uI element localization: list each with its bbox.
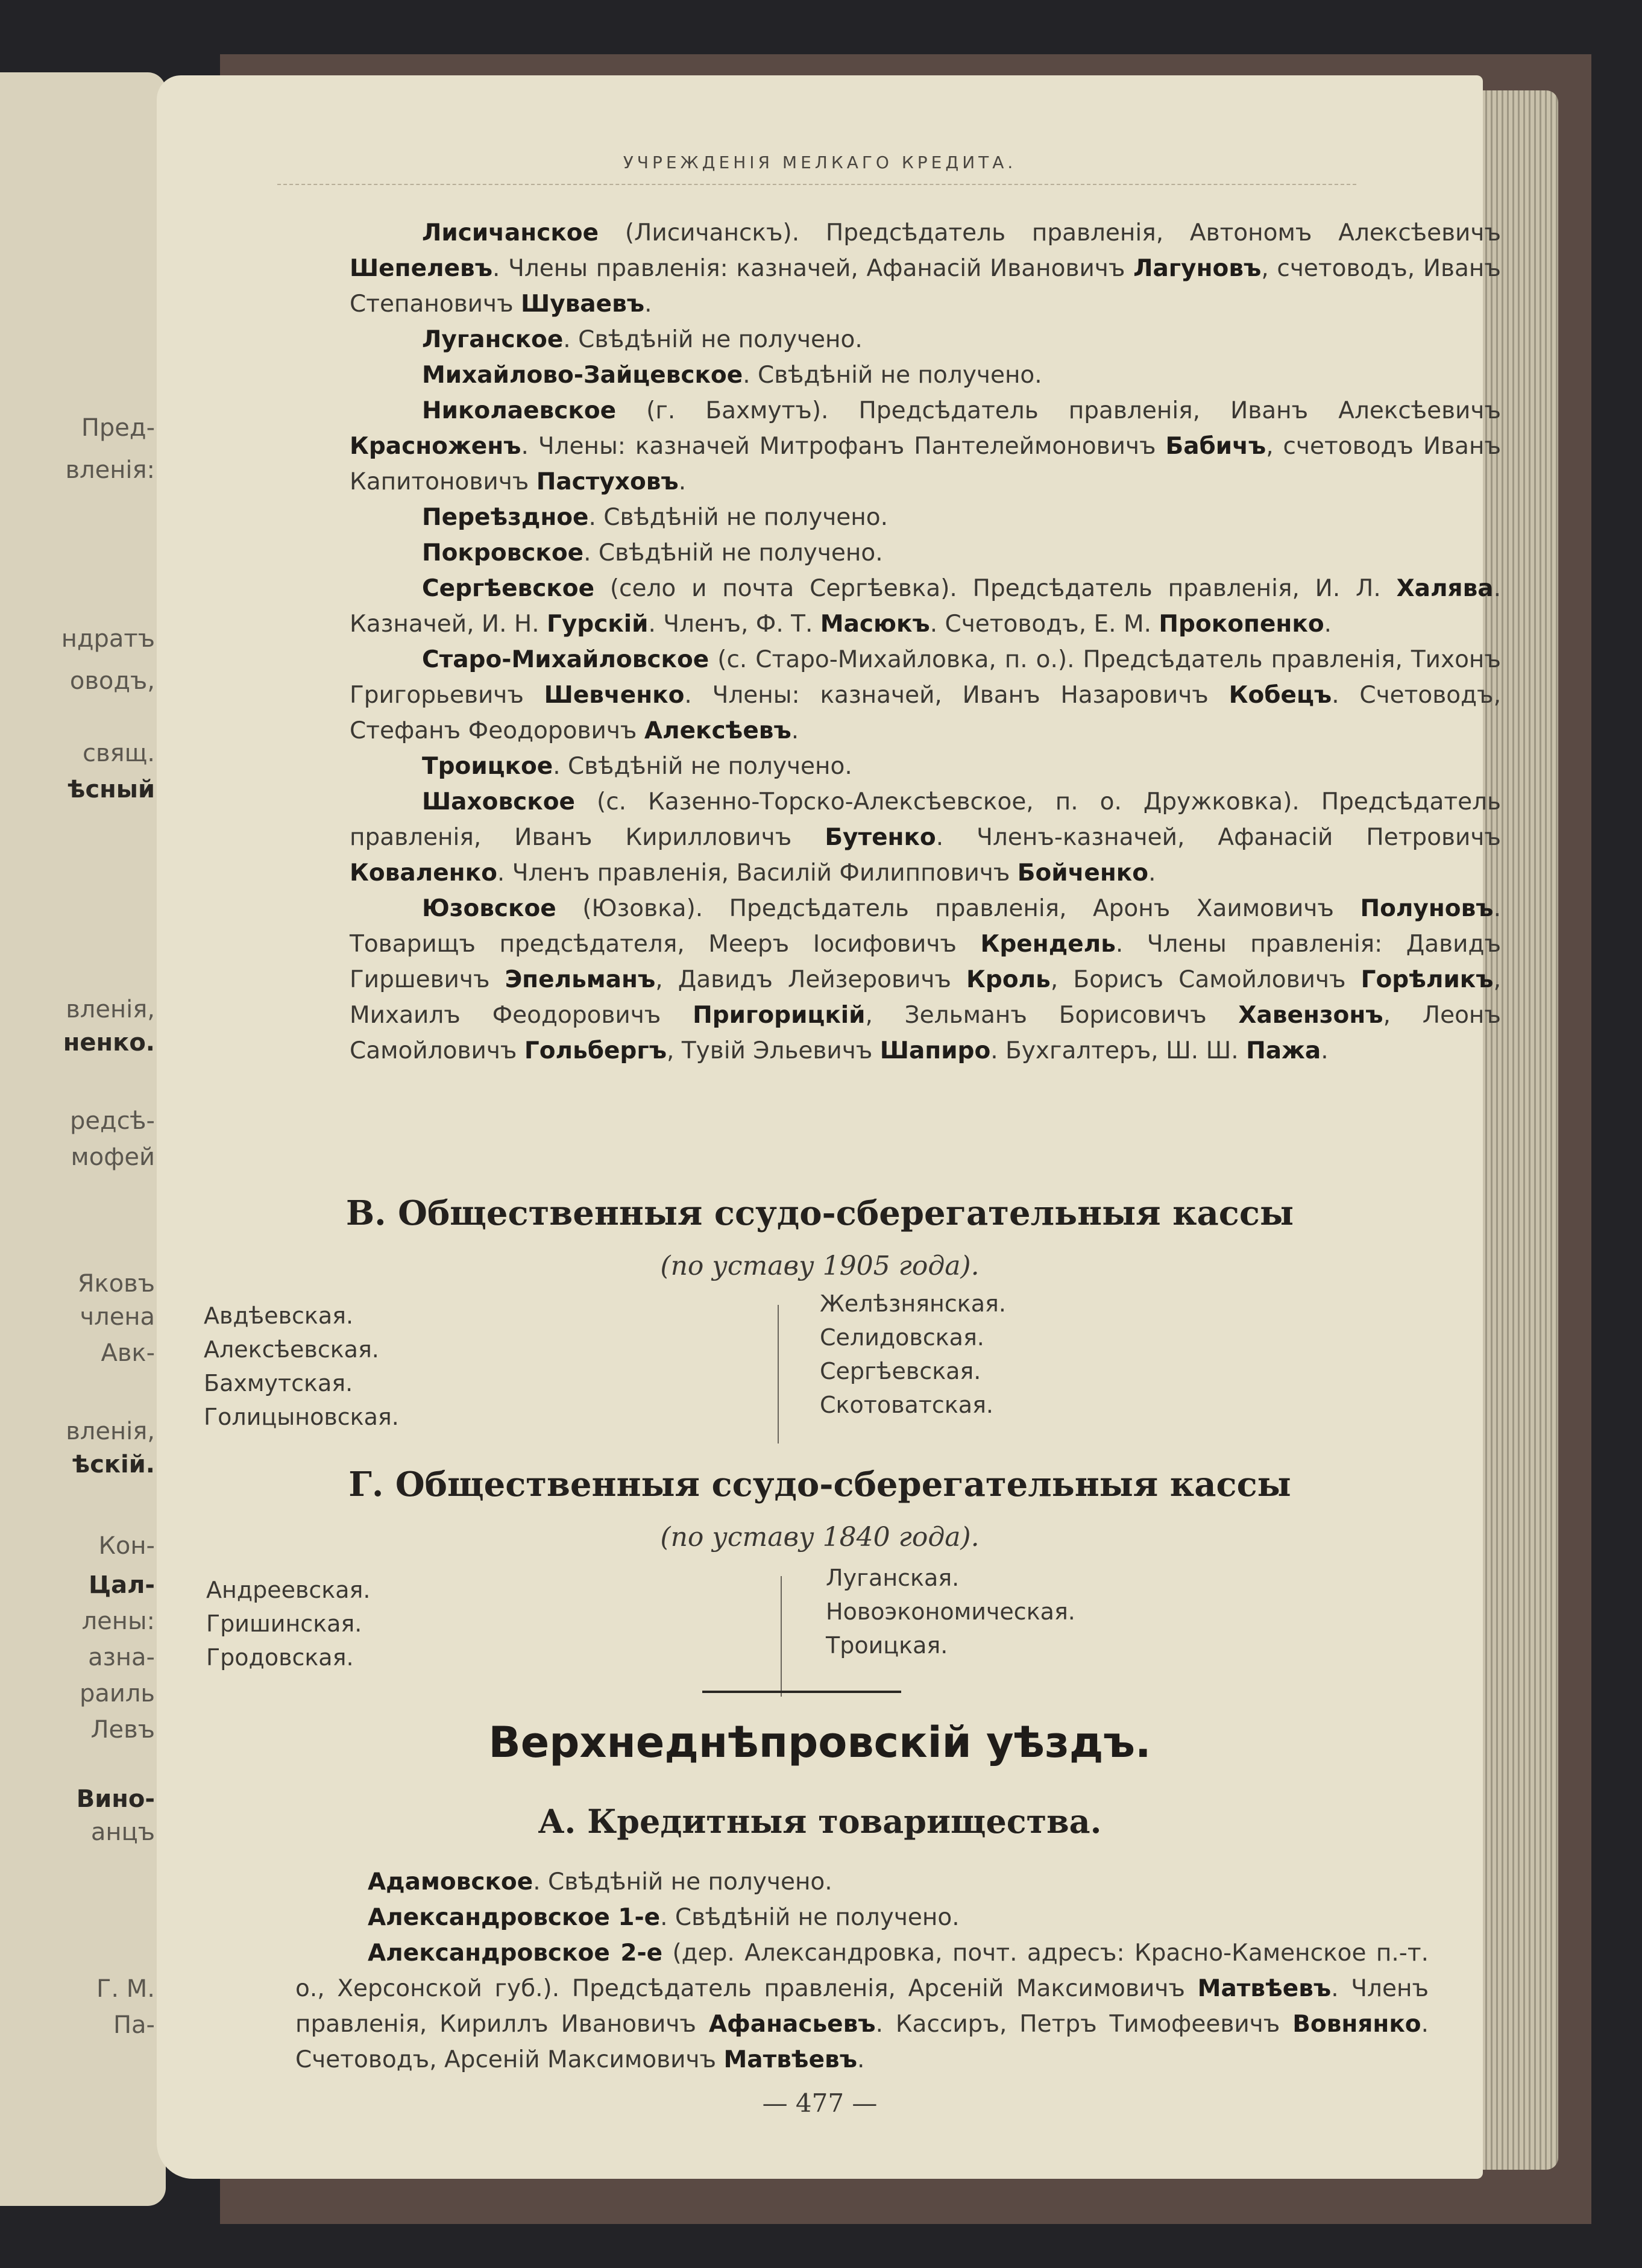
- entry-name: Эпельманъ: [505, 966, 656, 993]
- entry-name: Сергѣевское: [422, 575, 595, 602]
- margin-fragment: Г. М.: [96, 1975, 155, 2003]
- entry-name: Луганское: [422, 326, 564, 353]
- section-v-subtitle: (по уставу 1905 года).: [660, 1251, 980, 1281]
- entry-name: Бабичъ: [1165, 433, 1266, 460]
- list-item: Сергѣевская.: [820, 1358, 981, 1384]
- entry-name: Горѣликъ: [1360, 966, 1494, 993]
- entry-text: . Счетоводъ, Е. М.: [930, 611, 1159, 638]
- entry-name: Шевченко: [544, 682, 685, 709]
- list-item: Скотоватская.: [820, 1392, 994, 1418]
- entry-name: Шуваевъ: [521, 291, 645, 318]
- entry-paragraph: [295, 1900, 1429, 1935]
- margin-fragment: анцъ: [90, 1818, 155, 1846]
- entry-name: Переѣздное: [422, 504, 589, 531]
- entry-name: Шаховское: [422, 788, 575, 815]
- entry-name: Александровское 2-е: [368, 1940, 663, 1967]
- page-number: — 477 —: [762, 2088, 878, 2118]
- margin-fragment: Пред-: [81, 414, 155, 442]
- margin-fragment: оводъ,: [69, 667, 155, 695]
- entry-paragraph: [350, 642, 1501, 749]
- entry-paragraph: [350, 891, 1501, 1069]
- margin-fragment: ндратъ: [61, 625, 155, 653]
- entry-text: . Свѣдѣній не получено.: [743, 362, 1042, 389]
- entry-text: (Лисичанскъ). Предсѣдатель правленія, Автономъ Алексѣевичъ: [599, 219, 1501, 247]
- entry-name: Пажа: [1246, 1037, 1321, 1064]
- entry-name: Полуновъ: [1360, 895, 1494, 922]
- margin-fragment: Па-: [113, 2011, 155, 2039]
- entry-name: Старо-Михайловское: [422, 646, 709, 673]
- entry-name: Шапиро: [879, 1037, 991, 1064]
- entry-name: Бутенко: [825, 824, 936, 851]
- entry-text: , счетоводъ Иванъ Капитоновичъ: [350, 433, 1502, 495]
- entry-name: Пригорицкій: [693, 1002, 866, 1029]
- left-page-fragment: [0, 72, 166, 2206]
- entry-text: .: [857, 2046, 865, 2073]
- entry-name: Михайлово-Зайцевское: [422, 362, 743, 389]
- running-header: УЧРЕЖДЕНІЯ МЕЛКАГО КРЕДИТА.: [623, 152, 1017, 172]
- entry-name: Масюкъ: [820, 611, 930, 638]
- entry-name: Алексѣевъ: [644, 717, 791, 744]
- column-divider: [778, 1305, 779, 1443]
- entry-text: . Товарищъ предсѣдателя, Мееръ Іосифовичъ: [350, 895, 1501, 958]
- entry-paragraph: [350, 215, 1501, 322]
- entry-text: , Давидъ Лейзеровичъ: [655, 966, 967, 993]
- entry-name: Халява: [1396, 575, 1494, 602]
- list-item: Желѣзнянская.: [820, 1290, 1006, 1317]
- margin-fragment: ѣскій.: [72, 1451, 155, 1478]
- entry-text: . Члены правленія: Давидъ Гиршевичъ: [350, 931, 1501, 993]
- entry-text: (с. Казенно-Торско-Алексѣевское, п. о. Дружковка). Предсѣдатель правленія, Иванъ Кирилловичъ: [350, 788, 1501, 851]
- section-rule: [702, 1691, 901, 1693]
- entry-text: . Члены: казначей, Иванъ Назаровичъ: [684, 682, 1229, 709]
- list-item: Алексѣевская.: [204, 1336, 379, 1363]
- entry-text: . Члены: казначей Митрофанъ Пантелеймоновичъ: [521, 433, 1166, 460]
- section-v-left-column: [204, 1299, 399, 1434]
- section-a-title: А. Кредитныя товарищества.: [538, 1802, 1102, 1841]
- entry-name: Бойченко: [1017, 859, 1149, 887]
- entries-block-b: [350, 215, 1501, 1069]
- entry-name: Афанасьевъ: [708, 2011, 876, 2038]
- list-item: Бахмутская.: [204, 1370, 353, 1396]
- entry-name: Пастуховъ: [536, 468, 679, 495]
- entry-name: Александровское 1-е: [368, 1904, 661, 1931]
- entry-text: . Свѣдѣній не получено.: [660, 1904, 960, 1931]
- entry-text: . Свѣдѣній не получено.: [563, 326, 863, 353]
- list-item: Гродовская.: [206, 1644, 354, 1671]
- margin-fragment: члена: [80, 1303, 155, 1331]
- entry-text: , Леонъ Самойловичъ: [350, 1002, 1501, 1064]
- section-v-right-column: [820, 1287, 1006, 1422]
- list-item: Гришинская.: [206, 1610, 362, 1637]
- entries-block-a: [295, 1864, 1429, 2078]
- entry-name: Гурскій: [547, 611, 649, 638]
- margin-fragment: раиль: [79, 1680, 155, 1707]
- margin-fragment: мофей: [71, 1143, 155, 1171]
- section-g-title: Г. Общественныя ссудо-сберегательныя кассы: [348, 1465, 1291, 1504]
- entry-text: (дер. Александровка, почт. адресъ: Красно-Каменское п.-т. о., Херсонской губ.). Предсѣдатель правленія, Арсеній Максимовичъ: [295, 1940, 1429, 2002]
- entry-name: Крендель: [980, 931, 1116, 958]
- entry-name: Шепелевъ: [350, 255, 493, 282]
- entry-text: . Члены правленія: казначей, Афанасій Ивановичъ: [492, 255, 1134, 282]
- entry-text: . Членъ правленія, Кириллъ Ивановичъ: [295, 1975, 1429, 2038]
- entry-name: Троицкое: [422, 753, 553, 780]
- header-rule: [277, 184, 1356, 185]
- margin-fragment: лены:: [81, 1607, 155, 1635]
- entry-text: . Членъ-казначей, Афанасій Петровичъ: [936, 824, 1501, 851]
- entry-name: Хавензонъ: [1238, 1002, 1383, 1029]
- entry-text: (с. Старо-Михайловка, п. о.). Предсѣдатель правленія, Тихонъ Григорьевичъ: [350, 646, 1501, 709]
- entry-paragraph: [350, 322, 1501, 357]
- section-v-title: В. Общественныя ссудо-сберегательныя кассы: [345, 1193, 1294, 1233]
- list-item: Андреевская.: [206, 1577, 371, 1603]
- entry-text: . Счетоводъ, Арсеній Максимовичъ: [295, 2011, 1429, 2073]
- entry-name: Покровское: [422, 539, 584, 567]
- entry-text: .: [678, 468, 687, 495]
- book-page: [157, 75, 1502, 2179]
- entry-text: , Борисъ Самойловичъ: [1050, 966, 1361, 993]
- entry-paragraph: [350, 357, 1501, 393]
- entry-paragraph: [295, 1864, 1429, 1900]
- margin-fragment: ѣсный: [68, 776, 155, 803]
- margin-fragment: свящ.: [82, 740, 155, 767]
- list-item: Троицкая.: [826, 1632, 948, 1659]
- entry-text: . Свѣдѣній не получено.: [533, 1868, 832, 1896]
- margin-fragment: вленія,: [66, 996, 155, 1023]
- entry-paragraph: [350, 749, 1501, 784]
- entry-text: .: [1324, 611, 1332, 638]
- entry-paragraph: [350, 500, 1501, 535]
- margin-fragment: редсѣ-: [70, 1107, 155, 1135]
- margin-fragment: вленія,: [66, 1418, 155, 1445]
- entry-name: Коваленко: [350, 859, 497, 887]
- entry-text: . Свѣдѣній не получено.: [553, 753, 852, 780]
- section-g-subtitle: (по уставу 1840 года).: [660, 1522, 980, 1553]
- entry-text: . Членъ правленія, Василій Филипповичъ: [497, 859, 1018, 887]
- entry-text: , Михаилъ Феодоровичъ: [350, 966, 1501, 1029]
- entry-text: , Зельманъ Борисовичъ: [865, 1002, 1239, 1029]
- entry-name: Кроль: [966, 966, 1051, 993]
- entry-text: .: [1321, 1037, 1329, 1064]
- entry-text: . Членъ, Ф. Т.: [648, 611, 820, 638]
- entry-name: Юзовское: [422, 895, 556, 922]
- entry-paragraph: [295, 1935, 1429, 2078]
- entry-name: Гольбергъ: [524, 1037, 667, 1064]
- entry-text: .: [791, 717, 799, 744]
- entry-name: Прокопенко: [1159, 611, 1324, 638]
- entry-text: . Бухгалтеръ, Ш. Ш.: [990, 1037, 1247, 1064]
- entry-name: Матвѣевъ: [1197, 1975, 1332, 2002]
- margin-fragment: Левъ: [90, 1716, 155, 1744]
- district-heading: Верхнеднѣпровскій уѣздъ.: [488, 1718, 1151, 1767]
- entry-text: . Счетоводъ, Стефанъ Феодоровичъ: [350, 682, 1501, 744]
- entry-text: .: [644, 291, 652, 318]
- entry-text: (Юзовка). Предсѣдатель правленія, Аронъ Хаимовичъ: [556, 895, 1360, 922]
- entry-text: . Казначей, И. Н.: [350, 575, 1501, 638]
- list-item: Новоэкономическая.: [826, 1598, 1075, 1625]
- entry-text: .: [1148, 859, 1156, 887]
- margin-fragment: вленія:: [65, 456, 155, 484]
- margin-fragment: Кон-: [98, 1532, 155, 1560]
- entry-text: . Свѣдѣній не получено.: [584, 539, 883, 567]
- entry-name: Кобецъ: [1228, 682, 1332, 709]
- entry-paragraph: [350, 393, 1501, 500]
- margin-fragment: азна-: [88, 1644, 155, 1671]
- entry-name: Адамовское: [368, 1868, 533, 1896]
- section-g-right-column: [826, 1561, 1075, 1662]
- entry-text: . Свѣдѣній не получено.: [588, 504, 889, 531]
- entry-name: Лисичанское: [422, 219, 599, 247]
- margin-fragment: Яковъ: [77, 1270, 155, 1298]
- entry-name: Николаевское: [422, 397, 617, 424]
- entry-text: , Тувій Эльевичъ: [667, 1037, 880, 1064]
- list-item: Луганская.: [826, 1565, 960, 1591]
- list-item: Авдѣевская.: [204, 1302, 354, 1329]
- column-divider: [781, 1576, 782, 1697]
- list-item: Голицыновская.: [204, 1404, 399, 1430]
- entry-text: . Кассиръ, Петръ Тимофеевичъ: [875, 2011, 1293, 2038]
- entry-text: , счетоводъ, Иванъ Степановичъ: [350, 255, 1501, 318]
- list-item: Селидовская.: [820, 1324, 984, 1351]
- margin-fragment: ненко.: [63, 1029, 155, 1057]
- margin-fragment: Цал-: [89, 1571, 155, 1599]
- entry-paragraph: [350, 784, 1501, 891]
- entry-name: Лагуновъ: [1133, 255, 1262, 282]
- entry-text: (г. Бахмутъ). Предсѣдатель правленія, Иванъ Алексѣевичъ: [616, 397, 1501, 424]
- entry-name: Матвѣевъ: [723, 2046, 858, 2073]
- entry-name: Вовнянко: [1292, 2011, 1421, 2038]
- entry-paragraph: [350, 571, 1501, 642]
- margin-fragment: Вино-: [76, 1785, 155, 1813]
- entry-name: Красноженъ: [350, 433, 521, 460]
- entry-paragraph: [350, 535, 1501, 571]
- section-g-left-column: [206, 1573, 370, 1674]
- entry-text: (село и почта Сергѣевка). Предсѣдатель правленія, И. Л.: [594, 575, 1397, 602]
- margin-fragment: Авк-: [101, 1339, 155, 1367]
